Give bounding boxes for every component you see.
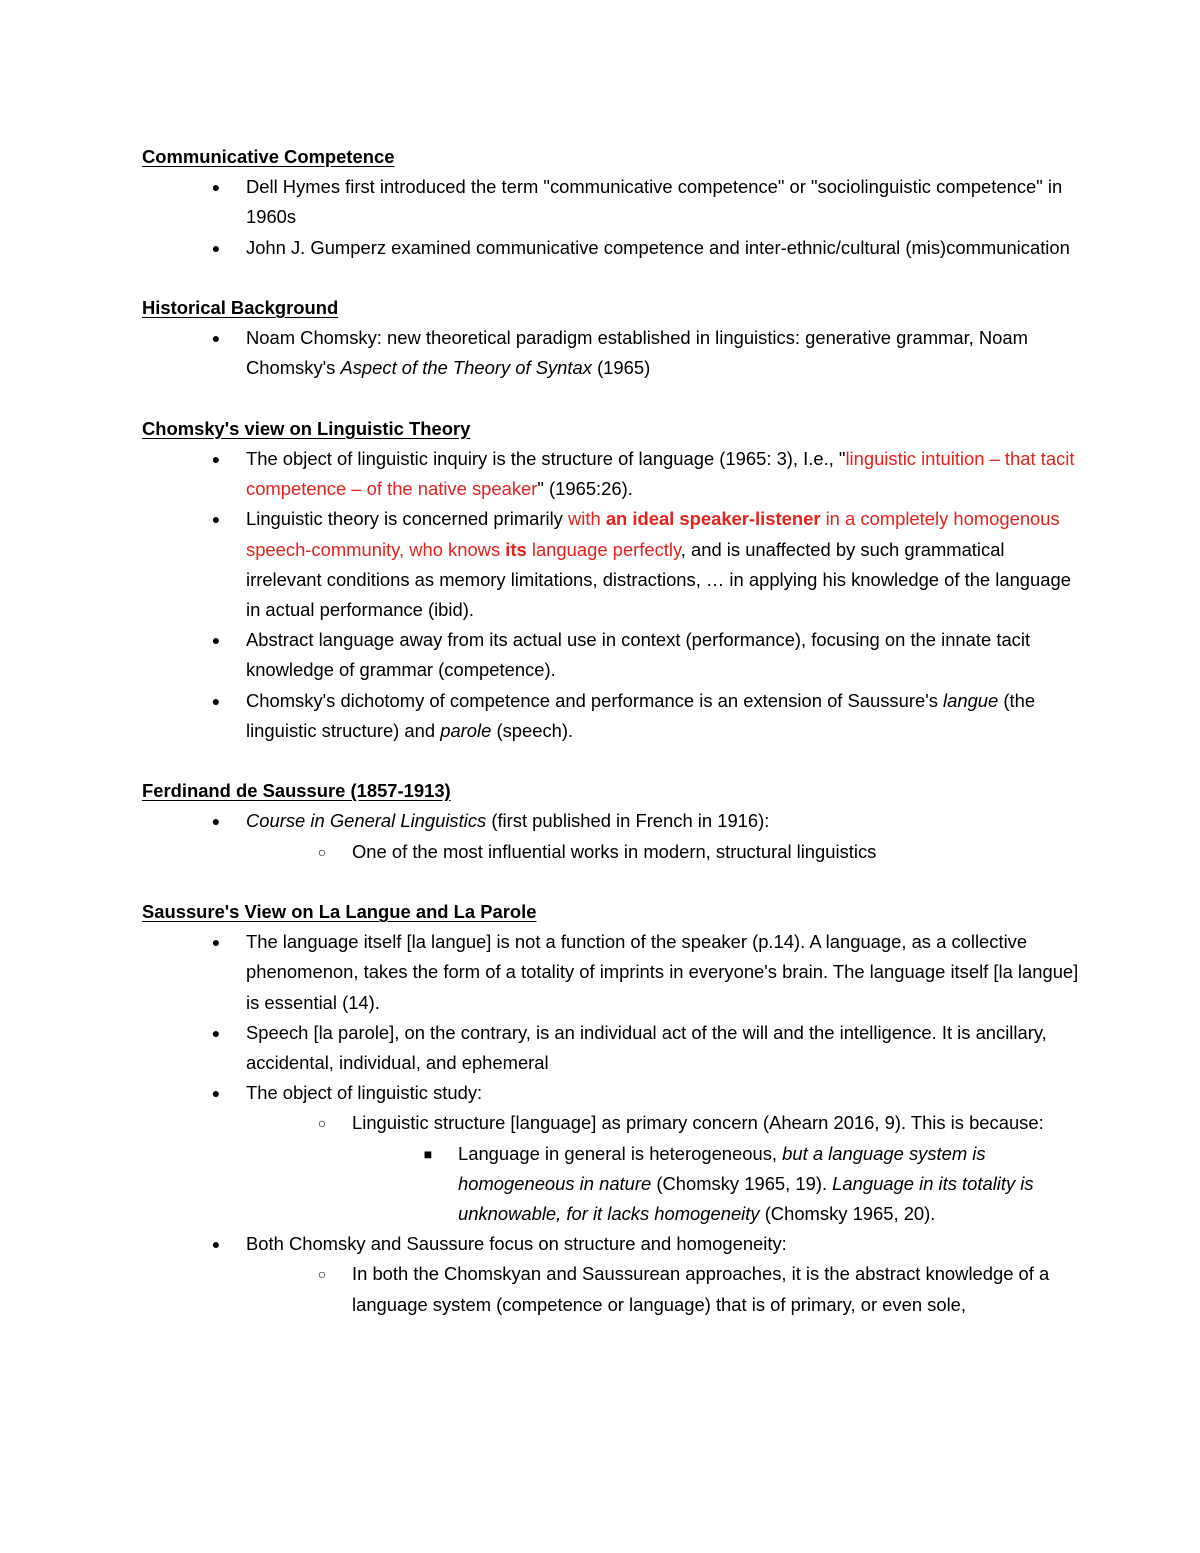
list-item-text: Abstract language away from its actual use in context (performance), focusing on the innate tacit knowledge of grammar (competence). <box>246 629 1031 681</box>
list-item-text: Speech [la parole], on the contrary, is an individual act of the will and the intelligence. It is ancillary, accidental, individual, and ephemeral <box>246 1021 1047 1074</box>
list-item <box>142 444 1080 504</box>
italic-term: parole <box>440 719 492 741</box>
bullet-list <box>142 806 1080 866</box>
filled-circle-bullet-icon: ● <box>211 1085 221 1102</box>
text-run: (speech). <box>491 719 574 741</box>
list-item-text <box>246 806 1080 836</box>
text-run: Linguistic theory is concerned primarily <box>246 508 568 530</box>
text-run: The object of linguistic inquiry is the structure of language (1965: 3), I.e., " <box>246 448 846 469</box>
section-communicative-competence <box>142 142 1080 263</box>
filled-circle-bullet-icon: ● <box>211 1024 221 1041</box>
filled-circle-bullet-icon: ● <box>211 1236 221 1253</box>
section-historical-background <box>142 293 1080 384</box>
filled-circle-bullet-icon: ● <box>211 632 221 649</box>
list-item-text <box>458 1139 1080 1230</box>
list-item <box>142 625 1080 685</box>
text-run: Chomsky's dichotomy of competence and performance is an extension of Saussure's <box>246 689 944 711</box>
filled-circle-bullet-icon: ● <box>211 511 221 528</box>
list-item-text <box>246 504 1080 625</box>
list-item <box>142 1139 1080 1230</box>
red-highlight-text: linguistic intuition – that tacit competence – of the native speaker <box>246 448 1075 500</box>
list-item-text <box>246 686 1080 746</box>
hollow-circle-bullet-icon: ○ <box>317 1115 327 1132</box>
hollow-circle-bullet-icon: ○ <box>317 1266 327 1283</box>
filled-circle-bullet-icon: ● <box>211 692 221 709</box>
list-item-text: In both the Chomskyan and Saussurean approaches, it is the abstract knowledge of a language system (competence or language) that is of primary, or even sole, <box>352 1263 1050 1315</box>
filled-circle-bullet-icon: ● <box>211 330 221 347</box>
text-run: (Chomsky 1965, 19). <box>651 1172 833 1194</box>
list-item <box>142 1229 1080 1259</box>
section-heading: Saussure's View on La Langue and La Parole <box>142 901 537 923</box>
section-heading: Historical Background <box>142 297 339 318</box>
list-item-text: Both Chomsky and Saussure focus on structure and homogeneity: <box>246 1233 787 1255</box>
filled-circle-bullet-icon: ● <box>211 934 221 951</box>
bullet-list <box>142 444 1080 746</box>
list-item <box>142 172 1080 232</box>
text-run: Language in general is heterogeneous, <box>458 1142 783 1164</box>
list-item <box>142 1018 1080 1078</box>
list-item <box>142 686 1080 746</box>
list-item-text: Dell Hymes first introduced the term "communicative competence" or "sociolinguistic competence" in 1960s <box>246 176 1063 228</box>
text-run: Noam Chomsky: new theoretical paradigm established in linguistics: generative grammar, Noam Chomsky's <box>246 327 1028 379</box>
list-item-text: Linguistic structure [language] as primary concern (Ahearn 2016, 9). This is because: <box>352 1112 1044 1134</box>
list-item <box>142 837 1080 867</box>
bullet-list <box>142 172 1080 263</box>
red-highlight-text: in a completely homogenous speech-community, who knows <box>246 508 1060 560</box>
list-item-text: One of the most influential works in modern, structural linguistics <box>352 840 877 862</box>
italic-book-title: Course in General Linguistics <box>246 810 487 832</box>
filled-circle-bullet-icon: ● <box>211 451 221 467</box>
list-item <box>142 504 1080 625</box>
text-run: (first published in French in 1916): <box>486 810 770 832</box>
section-ferdinand-de-saussure <box>142 776 1080 867</box>
list-item <box>142 323 1080 383</box>
red-bold-highlight-text: its <box>505 538 527 560</box>
list-item-text <box>246 444 1080 504</box>
section-heading: Chomsky's view on Linguistic Theory <box>142 417 471 439</box>
list-item <box>142 806 1080 836</box>
list-item <box>142 1259 1080 1319</box>
red-bold-highlight-text: an ideal speaker-listener <box>605 508 821 530</box>
list-item <box>142 1078 1080 1108</box>
filled-square-bullet-icon: ■ <box>423 1145 433 1162</box>
filled-circle-bullet-icon: ● <box>211 239 221 256</box>
bullet-list <box>142 323 1080 383</box>
text-run: (1965) <box>591 357 651 379</box>
italic-book-title: Aspect of the Theory of Syntax <box>340 357 592 379</box>
section-heading: Ferdinand de Saussure (1857-1913) <box>142 780 451 802</box>
text-run: " (1965:26). <box>537 478 633 500</box>
red-highlight-text: with <box>567 508 606 530</box>
section-saussure-langue-parole <box>142 897 1080 1320</box>
italic-term: langue <box>943 689 999 711</box>
filled-circle-bullet-icon: ● <box>211 179 221 196</box>
list-item <box>142 1108 1080 1138</box>
list-item-text <box>246 323 1080 383</box>
italic-emphasis: Language in its totality is unknowable, for it lacks homogeneity <box>458 1172 1034 1225</box>
bullet-list <box>142 927 1080 1320</box>
section-heading: Communicative Competence <box>142 146 395 167</box>
list-item-text: John J. Gumperz examined communicative competence and inter-ethnic/cultural (mis)communication <box>246 236 1070 258</box>
list-item <box>142 233 1080 263</box>
red-highlight-text: language perfectly <box>526 538 681 560</box>
list-item-text: The language itself [la langue] is not a function of the speaker (p.14). A language, as a collective phenomenon, takes the form of a totality of imprints in everyone's brain. The language itself [la langue] is essential (14). <box>246 931 1079 1013</box>
hollow-circle-bullet-icon: ○ <box>317 843 327 860</box>
list-item-text: The object of linguistic study: <box>246 1082 483 1104</box>
text-run: (the linguistic structure) and <box>246 689 1036 741</box>
list-item <box>142 927 1080 1018</box>
section-chomsky-view <box>142 414 1080 746</box>
italic-emphasis: but a language system is homogeneous in nature <box>458 1142 986 1194</box>
text-run: (Chomsky 1965, 20). <box>759 1203 936 1225</box>
filled-circle-bullet-icon: ● <box>211 813 221 830</box>
text-run: , and is unaffected by such grammatical irrelevant conditions as memory limitations, distractions, … in applying his knowledge of the language in actual performance (ibid). <box>246 538 1071 621</box>
